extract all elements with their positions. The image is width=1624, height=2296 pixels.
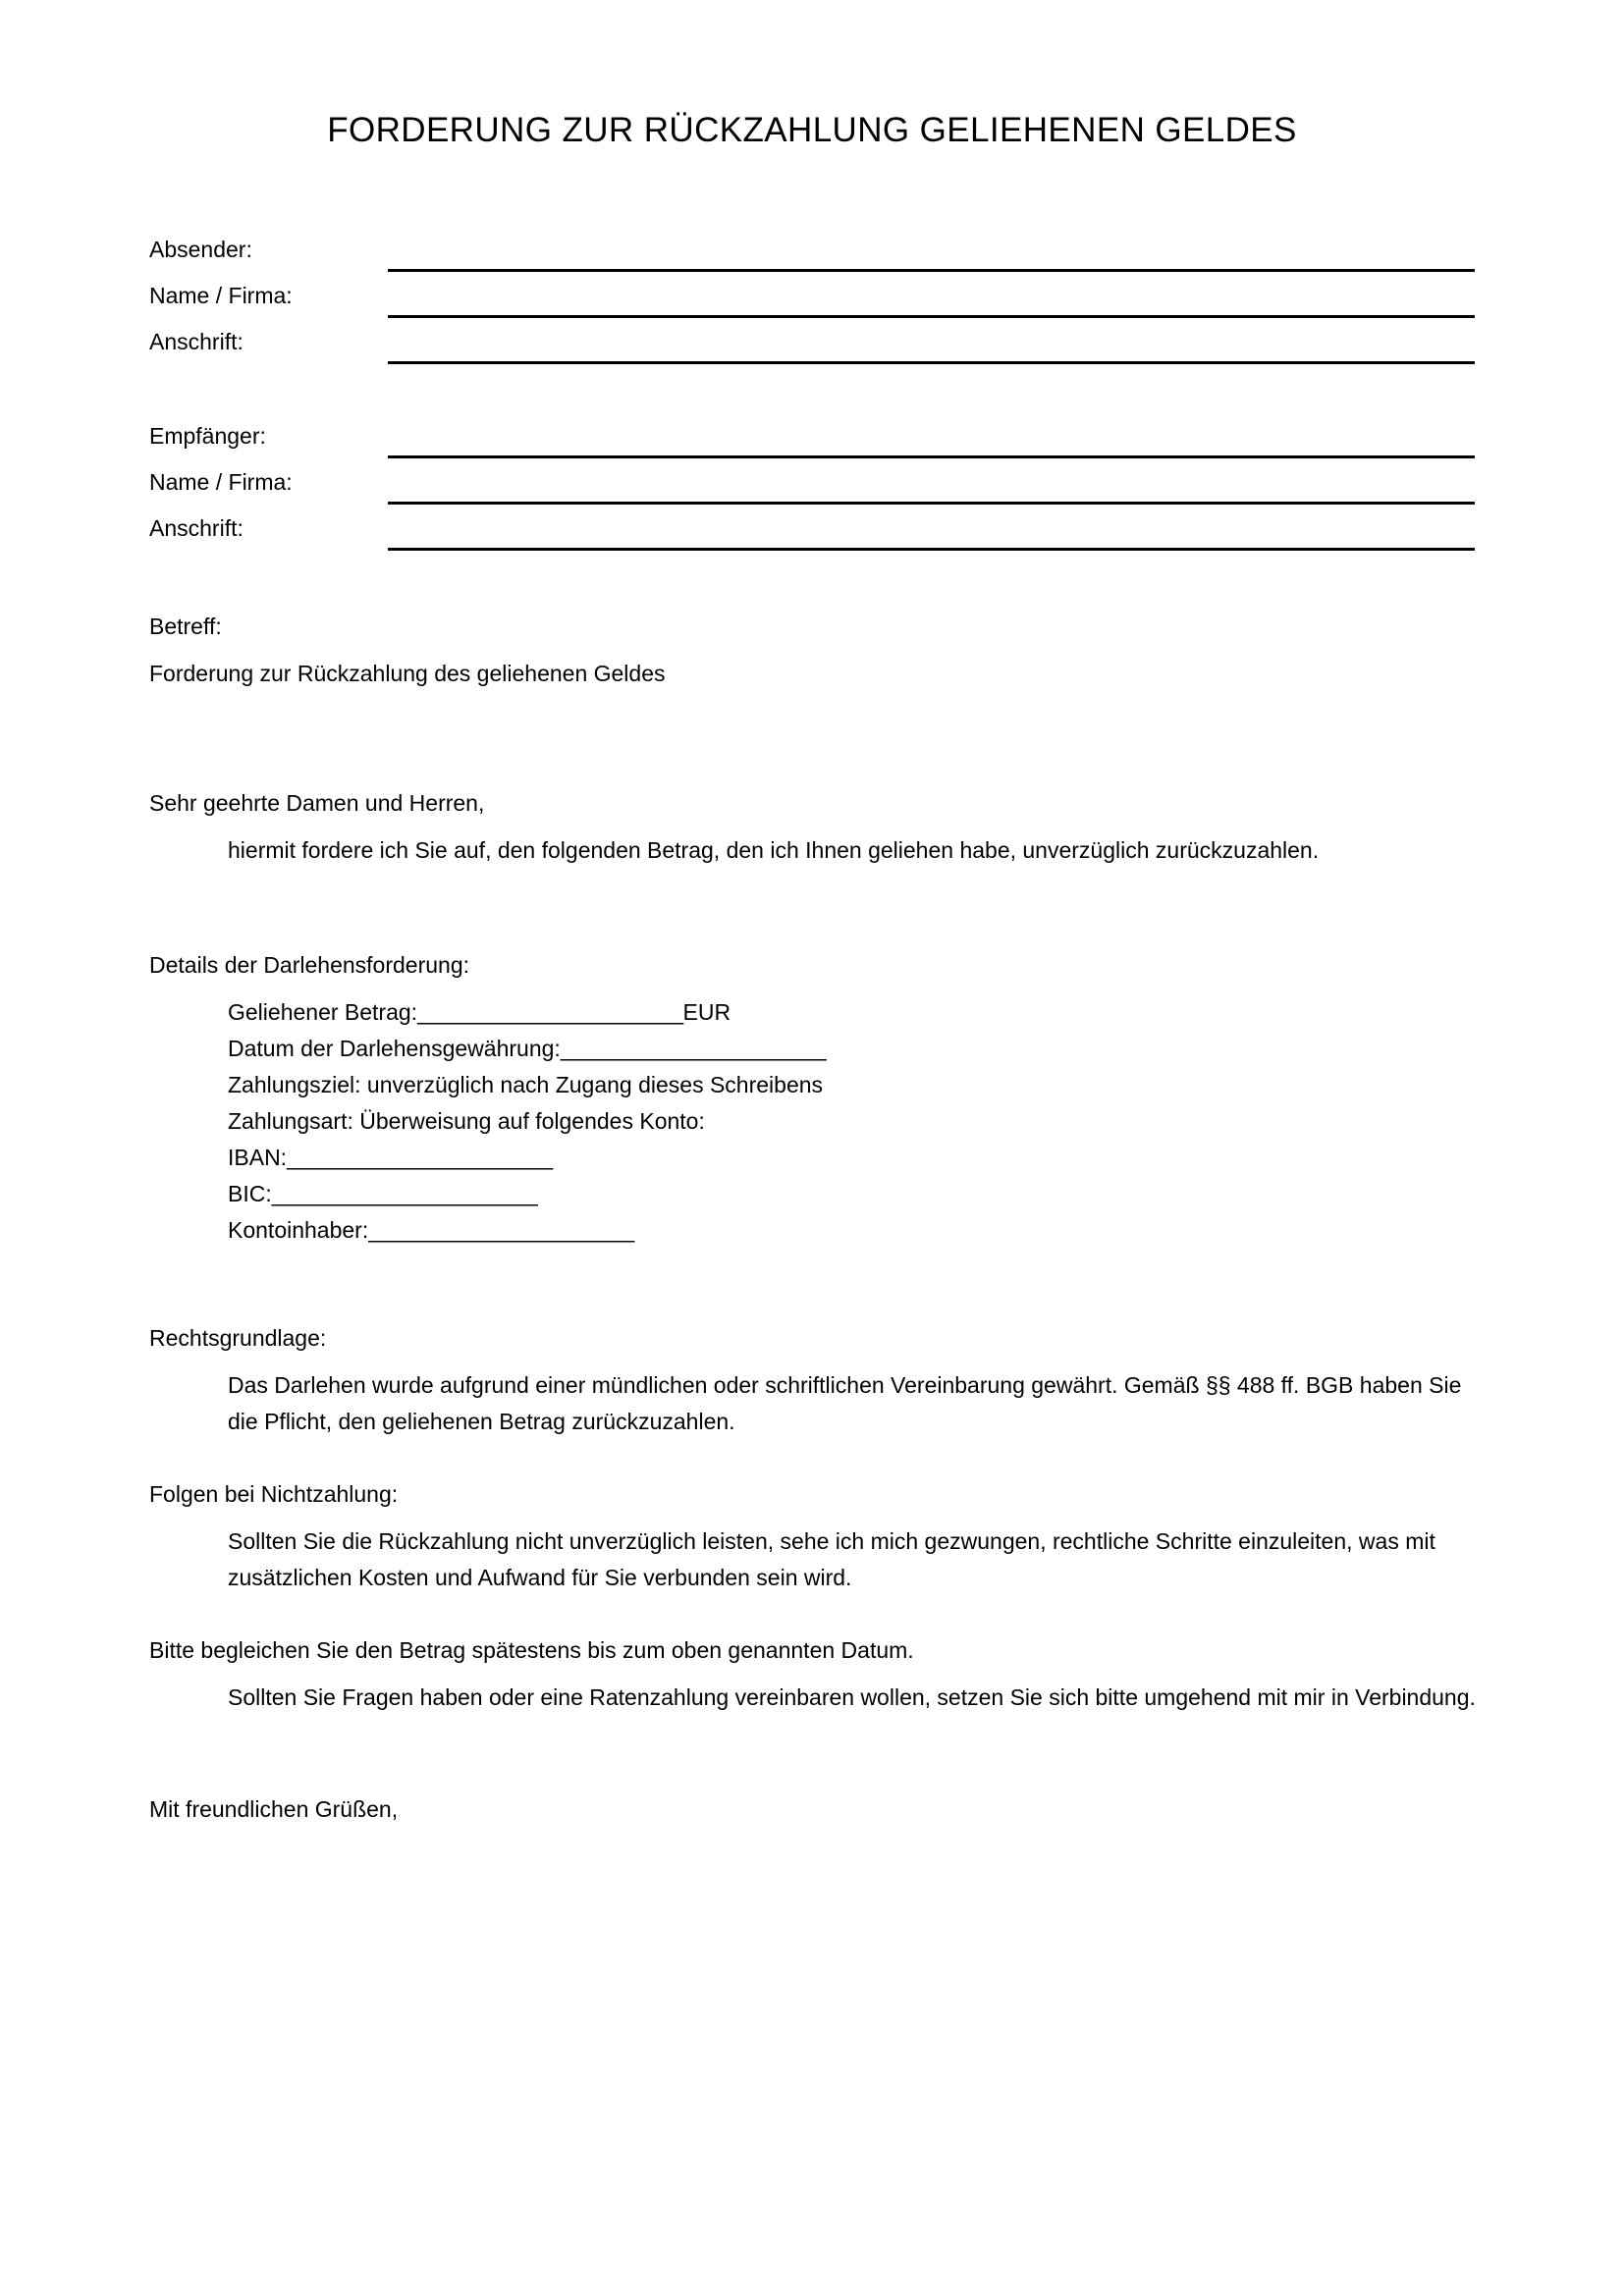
detail-iban-blank[interactable]: ______________________ xyxy=(287,1145,553,1170)
salutation: Sehr geehrte Damen und Herren, xyxy=(149,790,485,816)
recipient-name-rule[interactable] xyxy=(388,502,1475,505)
sender-heading-rule[interactable] xyxy=(388,269,1475,272)
recipient-name-row xyxy=(149,466,1475,512)
detail-amount-blank[interactable]: ______________________ xyxy=(417,999,683,1025)
recipient-heading-label: Empfänger: xyxy=(149,423,266,449)
sender-address-row xyxy=(149,326,1475,372)
recipient-heading-rule[interactable] xyxy=(388,455,1475,458)
detail-payment-term: Zahlungsziel: unverzüglich nach Zugang dieses Schreibens xyxy=(228,1072,824,1097)
consequences-heading: Folgen bei Nichtzahlung: xyxy=(149,1481,399,1507)
detail-date-label: Datum der Darlehensgewährung: xyxy=(228,1036,561,1061)
subject-label: Betreff: xyxy=(149,614,222,639)
detail-account-holder-row xyxy=(228,1212,634,1248)
detail-amount-currency: EUR xyxy=(682,999,731,1025)
deadline-heading: Bitte begleichen Sie den Betrag spätestens bis zum oben genannten Datum. xyxy=(149,1637,914,1663)
subject-value: Forderung zur Rückzahlung des geliehenen Geldes xyxy=(149,661,666,686)
sender-name-row xyxy=(149,280,1475,326)
closing-salutation: Mit freundlichen Grüßen, xyxy=(149,1796,399,1822)
detail-bic-blank[interactable]: ______________________ xyxy=(271,1181,538,1206)
detail-date-blank[interactable]: ______________________ xyxy=(560,1036,827,1061)
detail-bic-label: BIC: xyxy=(228,1181,272,1206)
consequences-paragraph: Sollten Sie die Rückzahlung nicht unverzüglich leisten, sehe ich mich gezwungen, rechtliche Schritte einzuleiten, was mit zusätzlichen Kosten und Aufwand für Sie verbunden sein wird. xyxy=(228,1528,1435,1590)
detail-iban-label: IBAN: xyxy=(228,1145,288,1170)
detail-date-row xyxy=(228,1031,826,1066)
sender-address-label: Anschrift: xyxy=(149,329,244,354)
recipient-address-rule[interactable] xyxy=(388,548,1475,551)
recipient-name-label: Name / Firma: xyxy=(149,469,293,495)
recipient-address-label: Anschrift: xyxy=(149,515,244,541)
detail-bic-row xyxy=(228,1176,537,1211)
detail-account-holder-blank[interactable]: ______________________ xyxy=(368,1217,634,1243)
page-title: FORDERUNG ZUR RÜCKZAHLUNG GELIEHENEN GELDES xyxy=(327,111,1297,149)
sender-heading-label: Absender: xyxy=(149,237,252,262)
details-heading: Details der Darlehensforderung: xyxy=(149,952,470,978)
legal-basis-paragraph: Das Darlehen wurde aufgrund einer mündlichen oder schriftlichen Vereinbarung gewährt. Gemäß §§ 488 ff. BGB haben Sie die Pflicht, den geliehenen Betrag zurückzuzahlen. xyxy=(228,1372,1462,1434)
sender-name-label: Name / Firma: xyxy=(149,283,293,308)
recipient-address-row xyxy=(149,512,1475,559)
detail-amount-row xyxy=(228,994,731,1030)
recipient-block xyxy=(149,420,1475,559)
detail-amount-label: Geliehener Betrag: xyxy=(228,999,418,1025)
sender-block xyxy=(149,234,1475,372)
deadline-paragraph: Sollten Sie Fragen haben oder eine Ratenzahlung vereinbaren wollen, setzen Sie sich bitte umgehend mit mir in Verbindung. xyxy=(228,1684,1476,1710)
opening-paragraph: hiermit fordere ich Sie auf, den folgenden Betrag, den ich Ihnen geliehen habe, unverzüglich zurückzuzahlen. xyxy=(228,837,1320,863)
detail-iban-row xyxy=(228,1140,553,1175)
sender-heading-row xyxy=(149,234,1475,280)
legal-basis-heading: Rechtsgrundlage: xyxy=(149,1325,327,1351)
detail-account-holder-label: Kontoinhaber: xyxy=(228,1217,369,1243)
recipient-heading-row xyxy=(149,420,1475,466)
detail-payment-method: Zahlungsart: Überweisung auf folgendes Konto: xyxy=(228,1108,705,1134)
sender-address-rule[interactable] xyxy=(388,361,1475,364)
sender-name-rule[interactable] xyxy=(388,315,1475,318)
